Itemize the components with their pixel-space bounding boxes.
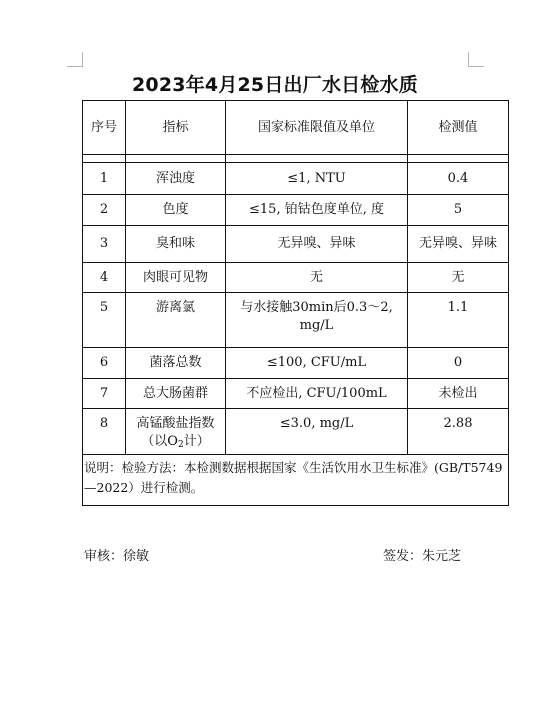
table-row bbox=[83, 293, 509, 348]
cell-item: 臭和味 bbox=[126, 226, 226, 263]
cell-limit: 无异嗅、异味 bbox=[226, 226, 408, 263]
cell-no: 7 bbox=[83, 379, 126, 409]
cell-value: 未检出 bbox=[408, 379, 509, 409]
cell-item bbox=[126, 409, 226, 455]
reviewer-signature: 审核：徐敏 bbox=[84, 549, 150, 564]
cell-no: 3 bbox=[83, 226, 126, 263]
cell-item: 菌落总数 bbox=[126, 348, 226, 379]
cell-limit: 无 bbox=[226, 263, 408, 293]
table-row bbox=[83, 226, 509, 263]
cell-limit-line1: 与水接触30min后0.3～2, bbox=[240, 300, 393, 315]
table-row bbox=[83, 409, 509, 455]
cell-limit-line2: mg/L bbox=[299, 318, 334, 333]
document-title: 2023年4月25日出厂水日检水质 bbox=[132, 74, 418, 96]
header-value: 检测值 bbox=[408, 101, 509, 155]
cell-limit: ≤1, NTU bbox=[226, 163, 408, 195]
cell-value: 无异嗅、异味 bbox=[408, 226, 509, 263]
cell-limit: 不应检出, CFU/100mL bbox=[226, 379, 408, 409]
header-item: 指标 bbox=[126, 101, 226, 155]
table-row bbox=[83, 195, 509, 226]
cell-no: 1 bbox=[83, 163, 126, 195]
cell-no: 8 bbox=[83, 409, 126, 455]
header-no: 序号 bbox=[83, 101, 126, 155]
cell-value: 无 bbox=[408, 263, 509, 293]
cell-item: 游离氯 bbox=[126, 293, 226, 348]
cell-no: 5 bbox=[83, 293, 126, 348]
crop-mark-top-left bbox=[67, 52, 83, 67]
cell-no: 6 bbox=[83, 348, 126, 379]
method-note: 说明：检验方法：本检测数据根据国家《生活饮用水卫生标准》(GB/T5749—2022）进行检测。 bbox=[83, 455, 509, 506]
cell-limit bbox=[226, 293, 408, 348]
issuer-signature: 签发：朱元芝 bbox=[383, 549, 462, 564]
cell-no: 2 bbox=[83, 195, 126, 226]
cell-item-line2: （以$O_2$计） bbox=[141, 434, 210, 450]
crop-mark-top-right bbox=[468, 52, 484, 67]
cell-value: 2.88 bbox=[408, 409, 509, 455]
cell-value: 0 bbox=[408, 348, 509, 379]
table-row bbox=[83, 263, 509, 293]
table-row bbox=[83, 163, 509, 195]
table-row bbox=[83, 348, 509, 379]
cell-item-line1: 高锰酸盐指数 bbox=[136, 416, 215, 431]
cell-limit: ≤15, 铂钴色度单位, 度 bbox=[226, 195, 408, 226]
cell-item: 浑浊度 bbox=[126, 163, 226, 195]
water-quality-table bbox=[82, 100, 509, 506]
cell-limit: ≤100, CFU/mL bbox=[226, 348, 408, 379]
cell-item: 总大肠菌群 bbox=[126, 379, 226, 409]
table-note-row bbox=[83, 455, 509, 506]
header-limit: 国家标准限值及单位 bbox=[226, 101, 408, 155]
table-spacer-row bbox=[83, 155, 509, 163]
cell-value: 5 bbox=[408, 195, 509, 226]
table-header-row bbox=[83, 101, 509, 155]
table-row bbox=[83, 379, 509, 409]
cell-item: 肉眼可见物 bbox=[126, 263, 226, 293]
cell-value: 0.4 bbox=[408, 163, 509, 195]
cell-value: 1.1 bbox=[408, 293, 509, 348]
cell-item: 色度 bbox=[126, 195, 226, 226]
cell-no: 4 bbox=[83, 263, 126, 293]
cell-limit: ≤3.0, mg/L bbox=[226, 409, 408, 455]
